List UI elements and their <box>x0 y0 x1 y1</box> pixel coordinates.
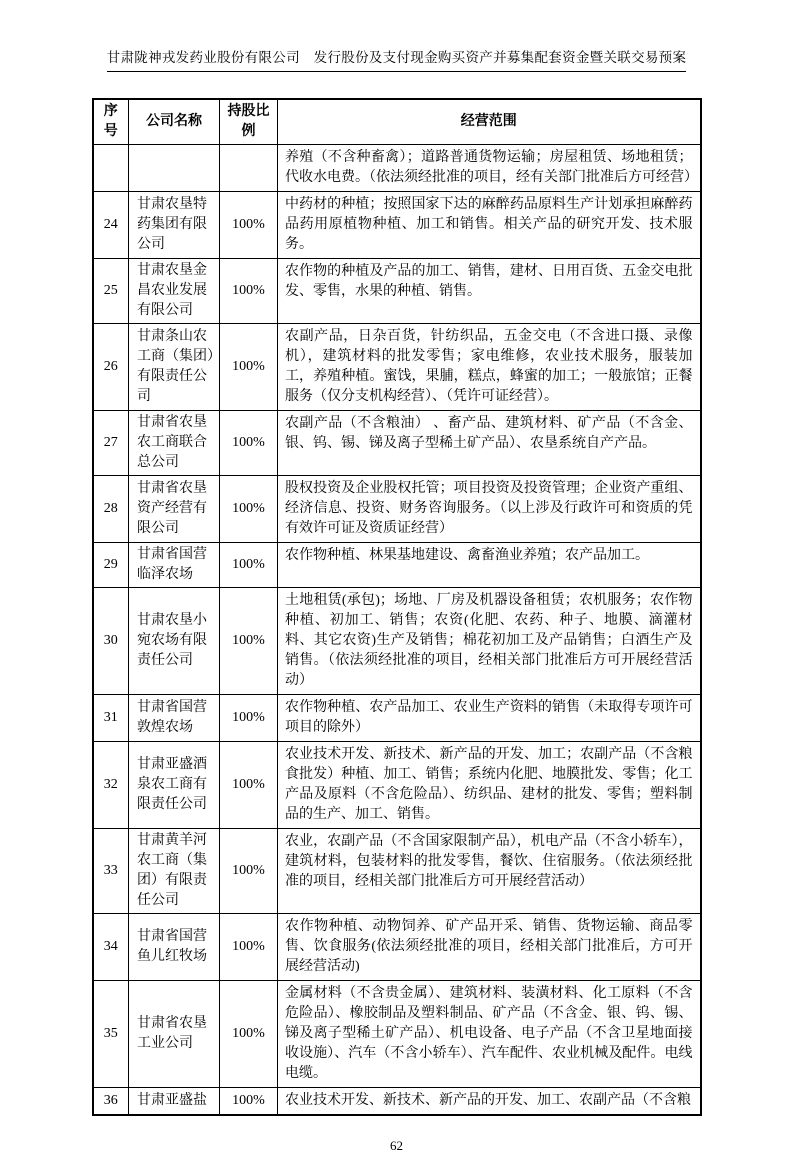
table-row <box>93 411 701 476</box>
table-row <box>93 742 701 829</box>
row-ratio: 100% <box>220 192 278 259</box>
page-number: 62 <box>390 1138 403 1153</box>
row-ratio: 100% <box>220 829 278 914</box>
row-company-name: 甘肃条山农工商（集团）有限责任公司 <box>129 324 220 411</box>
row-scope: 农副产品，日杂百货，针纺织品，五金交电（不含进口摄、录像机），建筑材料的批发零售；家电维修，农业技术服务，服装加工，养殖种植。蜜饯，果脯，糕点，蜂蜜的加工；一般旅馆；正餐服务（仅分支机构经营）、（凭许可证经营）。 <box>278 324 701 411</box>
row-company-name: 甘肃农垦特药集团有限公司 <box>129 192 220 259</box>
row-no: 33 <box>93 829 129 914</box>
row-ratio: 100% <box>220 695 278 742</box>
row-scope: 农作物种植、林果基地建设、禽畜渔业养殖；农产品加工。 <box>278 543 701 588</box>
row-no: 27 <box>93 411 129 476</box>
table-row <box>93 476 701 543</box>
row-company-name: 甘肃省农垦工业公司 <box>129 981 220 1088</box>
row-ratio: 100% <box>220 411 278 476</box>
subsidiary-table <box>92 98 702 1116</box>
row-scope: 农业，农副产品（不含国家限制产品），机电产品（不含小轿车），建筑材料，包装材料的批发零售，餐饮、住宿服务。（依法须经批准的项目，经相关部门批准后方可开展经营活动） <box>278 829 701 914</box>
table-row <box>93 829 701 914</box>
company-table-body <box>93 145 701 1116</box>
row-company-name: 甘肃亚盛盐 <box>129 1088 220 1116</box>
row-scope: 土地租赁(承包)；场地、厂房及机器设备租赁；农机服务；农作物种植、初加工、销售；农资(化肥、农药、种子、地膜、滴灌材料、其它农资)生产及销售；棉花初加工及产品销售；白酒生产及销售。（依法须经批准的项目，经相关部门批准后方可开展经营活动） <box>278 588 701 695</box>
row-no: 24 <box>93 192 129 259</box>
row-ratio: 100% <box>220 742 278 829</box>
row-no: 36 <box>93 1088 129 1116</box>
row-no: 34 <box>93 914 129 981</box>
row-scope: 股权投资及企业股权托管；项目投资及投资管理；企业资产重组、经济信息、投资、财务咨询服务。（以上涉及行政许可和资质的凭有效许可证及资质证经营） <box>278 476 701 543</box>
row-no: 31 <box>93 695 129 742</box>
row-company-name: 甘肃黄羊河农工商（集团）有限责任公司 <box>129 829 220 914</box>
row-scope: 金属材料（不含贵金属）、建筑材料、装潢材料、化工原料（不含危险品）、橡胶制品及塑料制品、矿产品（不含金、银、钨、锡、锑及离子型稀土矿产品）、机电设备、电子产品（不含卫星地面接收设施）、汽车（不含小轿车）、汽车配件、农业机械及配件。电线电缆。 <box>278 981 701 1088</box>
column-header-company-name: 公司名称 <box>129 99 220 145</box>
row-company-name: 甘肃省农垦资产经营有限公司 <box>129 476 220 543</box>
row-ratio: 100% <box>220 324 278 411</box>
row-ratio: 100% <box>220 914 278 981</box>
row-scope: 农作物种植、农产品加工、农业生产资料的销售（未取得专项许可项目的除外） <box>278 695 701 742</box>
column-header-shareholding-ratio: 持股比例 <box>220 99 278 145</box>
column-header-business-scope: 经营范围 <box>278 99 701 145</box>
row-company-name: 甘肃省国营敦煌农场 <box>129 695 220 742</box>
row-ratio: 100% <box>220 259 278 324</box>
row-scope: 农作物种植、动物饲养、矿产品开采、销售、货物运输、商品零售、饮食服务(依法须经批准的项目，经相关部门批准后，方可开展经营活动) <box>278 914 701 981</box>
row-ratio: 100% <box>220 1088 278 1116</box>
row-scope: 农业技术开发、新技术、新产品的开发、加工、农副产品（不含粮 <box>278 1088 701 1116</box>
table-row <box>93 695 701 742</box>
row-scope: 养殖（不含种畜禽）；道路普通货物运输；房屋租赁、场地租赁；代收水电费。（依法须经批准的项目，经有关部门批准后方可经营） <box>278 145 701 192</box>
row-no: 32 <box>93 742 129 829</box>
table-row <box>93 192 701 259</box>
row-ratio: 100% <box>220 981 278 1088</box>
column-header-index: 序号 <box>93 99 129 145</box>
row-no: 30 <box>93 588 129 695</box>
row-company-name: 甘肃农垦小宛农场有限责任公司 <box>129 588 220 695</box>
subsidiary-table-header <box>93 99 701 145</box>
table-row <box>93 981 701 1088</box>
row-scope: 农业技术开发、新技术、新产品的开发、加工；农副产品（不含粮食批发）种植、加工、销售；系统内化肥、地膜批发、零售；化工产品及原料（不含危险品）、纺织品、建材的批发、零售；塑料制品的生产、加工、销售。 <box>278 742 701 829</box>
row-no: 26 <box>93 324 129 411</box>
table-row <box>93 914 701 981</box>
row-company-name <box>129 145 220 192</box>
row-company-name: 甘肃省国营鱼儿红牧场 <box>129 914 220 981</box>
row-no: 28 <box>93 476 129 543</box>
row-scope: 中药材的种植；按照国家下达的麻醉药品原料生产计划承担麻醉药品药用原植物种植、加工和销售。相关产品的研究开发、技术服务。 <box>278 192 701 259</box>
table-header-row <box>93 99 701 145</box>
row-no <box>93 145 129 192</box>
row-scope: 农作物的种植及产品的加工、销售，建材、日用百货、五金交电批发、零售，水果的种植、销售。 <box>278 259 701 324</box>
row-company-name: 甘肃省农垦农工商联合总公司 <box>129 411 220 476</box>
table-row <box>93 543 701 588</box>
row-ratio: 100% <box>220 543 278 588</box>
row-company-name: 甘肃农垦金昌农业发展有限公司 <box>129 259 220 324</box>
row-ratio <box>220 145 278 192</box>
table-row <box>93 145 701 192</box>
table-row <box>93 588 701 695</box>
table-row <box>93 324 701 411</box>
row-ratio: 100% <box>220 588 278 695</box>
row-no: 29 <box>93 543 129 588</box>
table-row <box>93 1088 701 1116</box>
row-no: 25 <box>93 259 129 324</box>
row-company-name: 甘肃亚盛酒泉农工商有限责任公司 <box>129 742 220 829</box>
row-ratio: 100% <box>220 476 278 543</box>
table-row <box>93 259 701 324</box>
document-title: 甘肃陇神戎发药业股份有限公司 发行股份及支付现金购买资产并募集配套资金暨关联交易预案 <box>107 46 687 72</box>
row-no: 35 <box>93 981 129 1088</box>
document-header <box>93 46 701 72</box>
row-company-name: 甘肃省国营临泽农场 <box>129 543 220 588</box>
document-page <box>0 46 793 1168</box>
row-scope: 农副产品（不含粮油） 、畜产品、建筑材料、矿产品（不含金、银、钨、锡、锑及离子型稀土矿产品）、农垦系统自产产品。 <box>278 411 701 476</box>
